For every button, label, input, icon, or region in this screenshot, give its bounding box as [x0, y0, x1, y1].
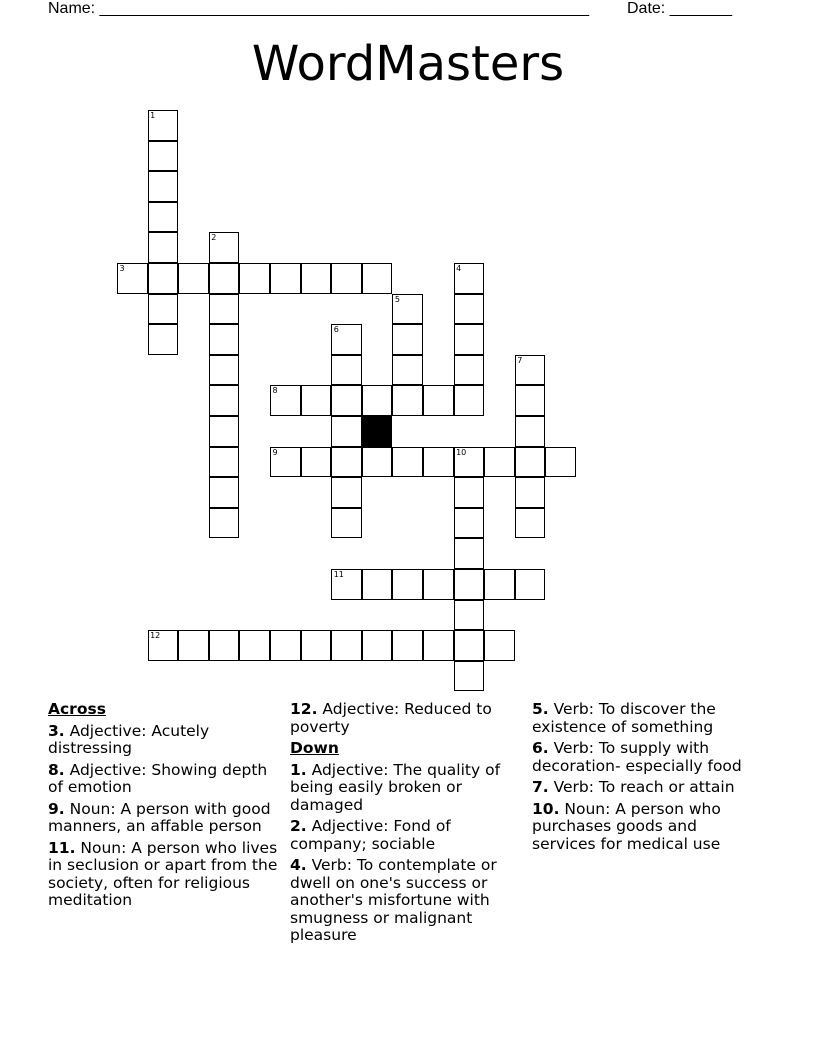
clue-number: 5. — [532, 700, 549, 718]
grid-cell[interactable] — [209, 294, 240, 325]
clue-number: 11. — [48, 838, 76, 857]
grid-clue-number: 5 — [394, 294, 400, 304]
grid-cell[interactable] — [209, 508, 240, 539]
clue-number: 12. — [290, 700, 318, 718]
grid-clue-number: 4 — [456, 264, 462, 273]
clue-number: 4. — [290, 856, 307, 874]
grid-cell[interactable] — [454, 324, 485, 355]
grid-cell[interactable] — [454, 630, 485, 661]
grid-cell[interactable] — [515, 508, 546, 539]
grid-cell[interactable] — [392, 630, 423, 661]
grid-cell[interactable] — [209, 447, 240, 478]
grid-cell[interactable] — [454, 661, 485, 692]
grid-cell[interactable] — [148, 232, 179, 263]
grid-cell[interactable] — [331, 355, 362, 386]
grid-cell[interactable] — [209, 630, 240, 661]
grid-cell[interactable] — [362, 385, 393, 416]
grid-cell[interactable] — [209, 477, 240, 508]
clue-text: Noun: A person who lives in seclusion or apart from the society, often for religious meditation — [48, 838, 278, 909]
grid-cell[interactable] — [331, 385, 362, 416]
across-heading: Across — [48, 700, 106, 718]
clue-down-10 — [532, 801, 762, 854]
grid-cell[interactable] — [454, 263, 485, 294]
clue-number: 1. — [290, 760, 307, 779]
grid-cell[interactable] — [423, 569, 454, 600]
grid-cell[interactable] — [270, 263, 301, 294]
grid-cell[interactable] — [148, 141, 179, 172]
date-field[interactable]: Date: _______ — [627, 0, 732, 17]
grid-cell[interactable] — [270, 385, 301, 416]
grid-clue-number: 12 — [150, 631, 161, 641]
grid-cell[interactable] — [301, 630, 332, 661]
grid-cell[interactable] — [148, 324, 179, 355]
grid-cell[interactable] — [209, 385, 240, 416]
grid-cell[interactable] — [392, 355, 423, 386]
grid-cell[interactable] — [392, 324, 423, 355]
grid-cell[interactable] — [515, 569, 546, 600]
clue-number: 7. — [532, 778, 549, 796]
clue-text: Adjective: Reduced to poverty — [290, 700, 492, 736]
grid-cell[interactable] — [515, 477, 546, 508]
grid-cell[interactable] — [331, 416, 362, 447]
grid-cell[interactable] — [454, 538, 485, 569]
grid-clue-number: 3 — [119, 264, 125, 273]
grid-cell[interactable] — [301, 263, 332, 294]
clue-across-9 — [48, 801, 278, 836]
clue-column-3 — [532, 701, 762, 857]
grid-cell[interactable] — [148, 294, 179, 325]
clue-text: Noun: A person with good manners, an affable person — [48, 799, 271, 835]
clue-down-6 — [532, 740, 762, 775]
grid-cell[interactable] — [515, 447, 546, 478]
grid-clue-number: 11 — [333, 570, 344, 579]
grid-cell[interactable] — [545, 447, 576, 478]
grid-cell[interactable] — [117, 263, 148, 294]
grid-clue-number: 9 — [272, 447, 278, 457]
grid-clue-number: 10 — [456, 447, 467, 457]
grid-cell[interactable] — [454, 294, 485, 325]
clue-text: Noun: A person who purchases goods and services for medical use — [532, 799, 721, 853]
clue-across-11 — [48, 840, 278, 910]
grid-cell[interactable] — [148, 110, 179, 141]
grid-cell[interactable] — [148, 202, 179, 233]
grid-cell[interactable] — [331, 630, 362, 661]
clue-down-1 — [290, 762, 520, 815]
grid-cell[interactable] — [362, 263, 393, 294]
grid-cell[interactable] — [454, 447, 485, 478]
clue-down-2 — [290, 818, 520, 853]
grid-cell[interactable] — [423, 385, 454, 416]
grid-cell[interactable] — [239, 263, 270, 294]
grid-cell[interactable] — [148, 263, 179, 294]
clue-text: Verb: To discover the existence of something — [532, 700, 716, 736]
grid-cell[interactable] — [454, 569, 485, 600]
grid-cell[interactable] — [209, 355, 240, 386]
grid-cell[interactable] — [331, 263, 362, 294]
clue-across-8 — [48, 762, 278, 797]
clue-across-12 — [290, 701, 520, 736]
clue-text: Adjective: Acutely distressing — [48, 721, 210, 757]
grid-cell[interactable] — [331, 508, 362, 539]
grid-cell[interactable] — [392, 569, 423, 600]
clue-number: 8. — [48, 760, 65, 779]
grid-cell[interactable] — [423, 630, 454, 661]
grid-cell[interactable] — [484, 569, 515, 600]
grid-cell[interactable] — [392, 385, 423, 416]
grid-cell[interactable] — [423, 447, 454, 478]
clue-down-4 — [290, 857, 520, 945]
clue-number: 9. — [48, 799, 65, 818]
clue-number: 3. — [48, 721, 65, 740]
grid-cell[interactable] — [178, 630, 209, 661]
down-heading: Down — [290, 739, 339, 757]
grid-clue-number: 7 — [517, 355, 523, 365]
grid-cell[interactable] — [454, 385, 485, 416]
grid-cell[interactable] — [484, 630, 515, 661]
clue-number: 2. — [290, 817, 307, 835]
grid-cell[interactable] — [454, 355, 485, 386]
grid-cell[interactable] — [362, 569, 393, 600]
clue-text: Verb: To reach or attain — [548, 778, 735, 796]
grid-cell[interactable] — [148, 171, 179, 202]
grid-clue-number: 8 — [272, 386, 278, 396]
grid-cell[interactable] — [331, 477, 362, 508]
grid-cell[interactable] — [331, 447, 362, 478]
grid-cell[interactable] — [209, 324, 240, 355]
grid-cell[interactable] — [239, 630, 270, 661]
grid-cell[interactable] — [270, 447, 301, 478]
grid-cell[interactable] — [515, 416, 546, 447]
grid-cell[interactable] — [454, 600, 485, 631]
clue-column-2 — [290, 701, 520, 949]
clue-text: Adjective: Fond of company; sociable — [290, 817, 451, 853]
clue-number: 10. — [532, 799, 560, 818]
grid-cell[interactable] — [148, 630, 179, 661]
clue-text: Verb: To supply with decoration- especially food — [532, 739, 742, 775]
grid-cell[interactable] — [331, 569, 362, 600]
grid-cell[interactable] — [270, 630, 301, 661]
grid-cell[interactable] — [209, 416, 240, 447]
clue-text: Adjective: Showing depth of emotion — [48, 760, 268, 796]
clue-column-1 — [48, 701, 278, 914]
grid-clue-number: 1 — [150, 111, 156, 120]
grid-cell[interactable] — [301, 447, 332, 478]
grid-black-cell — [362, 416, 393, 447]
grid-cell[interactable] — [209, 263, 240, 294]
grid-cell[interactable] — [178, 263, 209, 294]
grid-cell[interactable] — [392, 294, 423, 325]
grid-cell[interactable] — [209, 232, 240, 263]
grid-clue-number: 2 — [211, 233, 217, 243]
grid-cell[interactable] — [362, 630, 393, 661]
clue-text: Adjective: The quality of being easily broken or damaged — [290, 760, 501, 814]
grid-cell[interactable] — [515, 385, 546, 416]
grid-cell[interactable] — [301, 385, 332, 416]
grid-cell[interactable] — [392, 447, 423, 478]
grid-cell[interactable] — [362, 447, 393, 478]
grid-cell[interactable] — [454, 477, 485, 508]
grid-cell[interactable] — [484, 447, 515, 478]
name-field[interactable]: Name: _______________________________________________________ — [48, 0, 589, 17]
clue-text: Verb: To contemplate or dwell on one's success or another's misfortune with smugness or malignant pleasure — [290, 856, 497, 944]
clue-number: 6. — [532, 739, 549, 757]
grid-cell[interactable] — [515, 355, 546, 386]
page-title: WordMasters — [251, 36, 565, 92]
grid-cell[interactable] — [454, 508, 485, 539]
clue-down-5 — [532, 701, 762, 736]
clue-across-3 — [48, 723, 278, 758]
grid-cell[interactable] — [331, 324, 362, 355]
grid-clue-number: 6 — [333, 325, 339, 335]
clue-down-7 — [532, 779, 762, 797]
